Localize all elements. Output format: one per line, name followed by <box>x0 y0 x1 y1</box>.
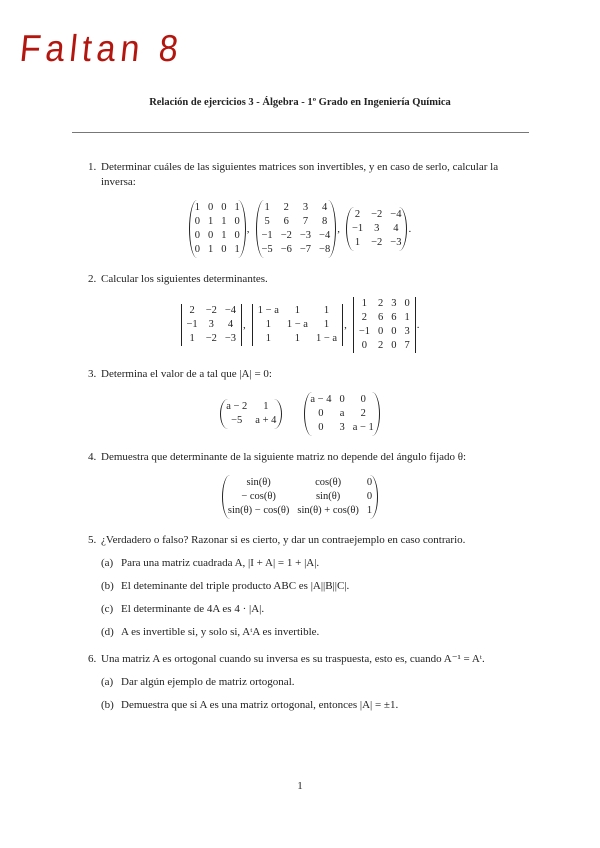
exercise-text: Demuestra que determinante de la siguiente matriz no depende del ángulo fijado θ: <box>101 451 467 463</box>
exercise-text: Una matriz A es ortogonal cuando su inversa es su traspuesta, esto es, cuando A⁻¹ = Aᵗ. <box>101 653 485 665</box>
punctuation: , <box>243 319 246 331</box>
matrix-cell: −1 <box>351 223 364 234</box>
matrix-cell: 0 <box>360 394 366 405</box>
matrix <box>346 207 411 251</box>
exercise-text: ¿Verdadero o falso? Razonar si es cierto, y dar un contraejemplo en caso contrario. <box>101 534 466 546</box>
determinants-2 <box>72 297 528 353</box>
matrix-cell: 1 <box>323 319 330 330</box>
matrix <box>256 200 340 258</box>
matrix-brackets <box>220 399 282 429</box>
matrix-cell: 1 <box>404 312 410 323</box>
matrix-cell: 1 − a <box>315 333 338 344</box>
matrix-cell: 0 <box>318 422 324 433</box>
exercise-text: Calcular los siguientes determinantes. <box>101 273 268 285</box>
matrix-cell: sin(θ) − cos(θ) <box>227 505 290 516</box>
exercise-text: Determina el valor de a tal que |A| = 0: <box>101 368 272 380</box>
matrix-cell: −1 <box>186 319 198 330</box>
exercise-number: 3. <box>88 368 97 380</box>
determinant <box>181 304 246 346</box>
determinant-bars <box>353 297 416 353</box>
matrix-cell: 0 <box>194 244 201 255</box>
exercise-3 <box>72 367 528 382</box>
exercise-6 <box>72 652 528 667</box>
exercise-text: Determinar cuáles de las siguientes matrices son invertibles, y en caso de serlo, calcular la inversa: <box>101 161 499 188</box>
exercise-number: 4. <box>88 451 97 463</box>
matrix-cell: 6 <box>391 312 397 323</box>
matrix-cell: 0 <box>366 477 373 488</box>
matrix-cell: −2 <box>205 333 217 344</box>
matrix <box>304 392 379 436</box>
exercise-4 <box>72 450 528 465</box>
matrix-cell: 1 <box>221 216 227 227</box>
matrix-cell: −1 <box>261 230 273 241</box>
matrix-brackets <box>256 200 337 258</box>
exercise-1 <box>72 160 528 190</box>
matrix-cell: 1 − a <box>257 305 279 316</box>
matrix-cell: a <box>339 408 345 419</box>
matrix-cell: 7 <box>404 340 410 351</box>
matrix-cell: 4 <box>321 202 328 213</box>
page-number: 1 <box>297 780 303 792</box>
matrices-1 <box>72 200 528 258</box>
matrix-cell: −3 <box>224 333 237 344</box>
matrix-cell: 1 <box>189 333 195 344</box>
matrix-cell: −1 <box>358 326 370 337</box>
subitem <box>72 579 528 594</box>
matrix-cell: a − 1 <box>352 422 374 433</box>
subitem-label: (c) <box>101 603 114 615</box>
matrix-cell: −2 <box>371 209 383 220</box>
matrix-cell: sin(θ) + cos(θ) <box>297 505 359 516</box>
matrix-cell: 0 <box>208 230 214 241</box>
matrix-cell: 1 <box>265 333 271 344</box>
matrix-cell: 4 <box>393 223 399 234</box>
matrix-cell: 1 − a <box>286 319 308 330</box>
matrix <box>222 475 378 519</box>
matrix-cell: 1 <box>234 202 240 213</box>
matrix-cell: 6 <box>377 312 384 323</box>
subitem <box>72 602 528 617</box>
matrix-cell: 1 <box>265 319 271 330</box>
matrix-cell: −8 <box>319 244 331 255</box>
matrix-cell: 0 <box>194 230 201 241</box>
matrix-cell: a + 4 <box>255 415 277 426</box>
matrix-cell: 1 <box>294 333 301 344</box>
determinant <box>353 297 420 353</box>
matrix-cell: 0 <box>318 408 324 419</box>
matrix-cell: 1 <box>208 244 214 255</box>
matrix-cell: 3 <box>374 223 380 234</box>
exercise-5 <box>72 533 528 548</box>
subitem-label: (b) <box>101 699 114 711</box>
subitem-text: El determinante de 4A es 4 · |A|. <box>121 603 265 615</box>
exercise-number: 6. <box>88 653 97 665</box>
handwritten-annotation: Faltan 8 <box>17 28 186 70</box>
matrix-cell: 2 <box>377 298 384 309</box>
punctuation: , <box>344 319 347 331</box>
matrix-cell: −6 <box>280 244 292 255</box>
matrix-cell: 0 <box>221 244 227 255</box>
subitem <box>72 675 528 690</box>
matrix-brackets <box>346 207 408 251</box>
matrix-cell: 0 <box>234 230 240 241</box>
matrix-cell: −2 <box>280 230 292 241</box>
subitem <box>72 698 528 713</box>
matrix-cell: 1 <box>361 298 368 309</box>
matrix-cell: 1 <box>264 202 270 213</box>
matrix-cell: 1 <box>208 216 214 227</box>
matrix-cell: 0 <box>234 216 240 227</box>
matrix-cell: 0 <box>194 216 201 227</box>
matrix-cell: 0 <box>208 202 214 213</box>
exercise-number: 1. <box>88 161 97 173</box>
matrix <box>189 200 250 258</box>
matrix-cell: 1 <box>323 305 330 316</box>
subitem-text: Dar algún ejemplo de matriz ortogonal. <box>121 676 295 688</box>
matrix-cell: 2 <box>360 408 366 419</box>
matrix-cell: 5 <box>264 216 270 227</box>
matrix-cell: 2 <box>377 340 384 351</box>
matrix-brackets <box>189 200 246 258</box>
matrix-cell: 0 <box>361 340 368 351</box>
punctuation: . <box>416 319 420 331</box>
determinant <box>252 304 347 346</box>
subitem-text: A es invertible si, y solo si, AᵗA es invertible. <box>121 626 320 638</box>
exercise-2 <box>72 272 528 287</box>
matrix-cell: sin(θ) <box>315 491 341 502</box>
matrix-cell: a − 4 <box>310 394 332 405</box>
exercise-list <box>72 160 528 713</box>
matrix-cell: 0 <box>377 326 384 337</box>
determinant-bars <box>252 304 343 346</box>
matrix-cell: a − 2 <box>226 401 248 412</box>
subitem-text: Para una matriz cuadrada A, |I + A| = 1 + |A|. <box>121 557 320 569</box>
punctuation: . <box>408 223 412 235</box>
exercise-number: 5. <box>88 534 97 546</box>
matrix-cell: 0 <box>221 202 227 213</box>
matrix-cell: sin(θ) <box>246 477 271 488</box>
matrix-cell: 0 <box>404 298 410 309</box>
punctuation: , <box>246 223 250 235</box>
subitem-label: (d) <box>101 626 114 638</box>
matrix-cell: −4 <box>319 230 331 241</box>
matrix-cell: 7 <box>302 216 309 227</box>
matrix-cell: 1 <box>366 505 373 516</box>
matrix <box>220 399 282 429</box>
matrix-cell: cos(θ) <box>315 477 342 488</box>
matrix-cell: 2 <box>361 312 368 323</box>
matrix-cell: 2 <box>283 202 289 213</box>
matrix-cell: 2 <box>189 305 195 316</box>
matrix-cell: 1 <box>221 230 227 241</box>
matrix-cell: 0 <box>391 326 397 337</box>
matrix-cell: −3 <box>390 237 402 248</box>
matrix-cell: 0 <box>366 491 373 502</box>
matrix-4 <box>72 475 528 519</box>
matrix-brackets <box>304 392 379 436</box>
matrix-cell: 1 <box>294 305 301 316</box>
subitem <box>72 556 528 571</box>
matrix-cell: −2 <box>205 305 217 316</box>
matrix-cell: 6 <box>283 216 289 227</box>
matrix-cell: 3 <box>391 298 397 309</box>
matrix-cell: 3 <box>302 202 309 213</box>
matrix-cell: 1 <box>354 237 361 248</box>
matrix-cell: −4 <box>224 305 237 316</box>
punctuation: , <box>337 223 340 235</box>
subitem-label: (b) <box>101 580 114 592</box>
matrices-3 <box>72 392 528 436</box>
matrix-cell: −3 <box>299 230 312 241</box>
matrix-cell: 1 <box>194 202 201 213</box>
subitem-label: (a) <box>101 557 114 569</box>
exercise-number: 2. <box>88 273 97 285</box>
matrix-cell: −2 <box>371 237 383 248</box>
subitem-label: (a) <box>101 676 114 688</box>
matrix-cell: −4 <box>390 209 402 220</box>
matrix-cell: 2 <box>354 209 361 220</box>
matrix-cell: 1 <box>263 401 269 412</box>
matrix-cell: 4 <box>227 319 234 330</box>
subitem-text: Demuestra que si A es una matriz ortogonal, entonces |A| = ±1. <box>121 699 399 711</box>
matrix-cell: 1 <box>234 244 240 255</box>
matrix-cell: 0 <box>339 394 345 405</box>
matrix-brackets <box>222 475 378 519</box>
matrix-cell: 3 <box>339 422 345 433</box>
matrix-cell: −5 <box>231 415 243 426</box>
document-title: Relación de ejercicios 3 - Álgebra - 1º Grado en Ingeniería Química <box>149 97 451 108</box>
matrix-cell: 8 <box>321 216 328 227</box>
matrix-cell: −7 <box>299 244 312 255</box>
matrix-cell: − cos(θ) <box>241 491 276 502</box>
matrix-cell: 3 <box>404 326 410 337</box>
subitem <box>72 625 528 640</box>
determinant-bars <box>181 304 243 346</box>
subitem-text: El deteminante del triple producto ABC es |A||B||C|. <box>121 580 350 592</box>
matrix-cell: 0 <box>391 340 397 351</box>
title-divider <box>72 132 529 133</box>
matrix-cell: 3 <box>208 319 214 330</box>
matrix-cell: −5 <box>261 244 273 255</box>
